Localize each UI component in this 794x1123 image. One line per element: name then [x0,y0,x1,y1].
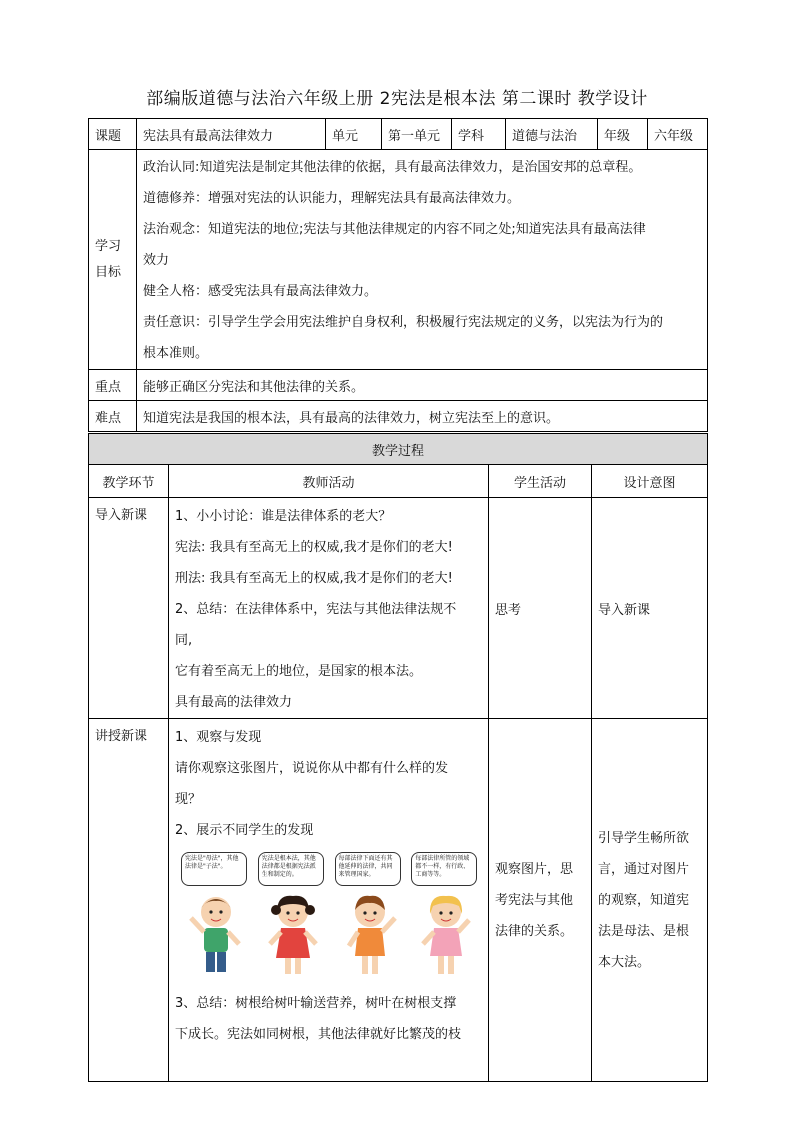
kid-1 [179,852,252,980]
col-teacher: 教师活动 [169,465,489,498]
col-stage: 教学环节 [89,465,169,498]
kid-4 [409,852,482,980]
objectives-content [137,150,708,370]
objective-responsibility: 责任意识：引导学生学会用宪法维护自身权利，积极履行宪法规定的义务，以宪法为行为的 [143,315,664,330]
kid-3 [333,852,406,980]
grade-label: 年级 [598,119,648,150]
intent-teach: 引导学生畅所欲 言，通过对图片 的观察，知道宪 法是母法、是根 本大法。 [592,719,708,1082]
course-label: 学科 [452,119,506,150]
objectives-label: 学习 目标 [89,150,137,370]
kid-2 [256,852,329,980]
col-student: 学生活动 [489,465,592,498]
teaching-process-table [88,433,708,1082]
subject-value: 宪法具有最高法律效力 [137,119,326,150]
speech-bubble-2: 宪法是根本法，其他法律都是根据宪法派生和制定的。 [258,852,324,886]
objective-law: 法治观念：知道宪法的地位;宪法与其他法律规定的内容不同之处;知道宪法具有最高法律 [143,222,646,237]
kid-girl-pink-icon [417,892,475,980]
unit-value: 第一单元 [382,119,452,150]
objective-personality: 健全人格：感受宪法具有最高法律效力。 [143,284,378,299]
stage-intro: 导入新课 [89,498,169,719]
intent-intro: 导入新课 [592,498,708,719]
grade-value: 六年级 [648,119,708,150]
objective-responsibility-cont: 根本准则。 [143,346,209,361]
course-value: 道德与法治 [506,119,598,150]
subject-label: 课题 [89,119,137,150]
objective-law-cont: 效力 [143,253,170,268]
student-intro: 思考 [489,498,592,719]
col-intent: 设计意图 [592,465,708,498]
process-header: 教学过程 [89,434,708,465]
stage-teach: 讲授新课 [89,719,169,1082]
speech-bubble-1: 宪法是"母法"，其他法律是"子法"。 [181,852,247,886]
speech-bubble-3: 每部法律下面还有其他延伸的法律，共同来管理国家。 [335,852,401,886]
kid-girl-red-icon [264,892,322,980]
difficult-text: 知道宪法是我国的根本法，具有最高的法律效力，树立宪法至上的意识。 [137,401,708,432]
key-text: 能够正确区分宪法和其他法律的关系。 [137,370,708,401]
objective-political: 政治认同:知道宪法是制定其他法律的依据，具有最高法律效力，是治国安邦的总章程。 [143,160,642,175]
kid-girl-orange-icon [341,892,399,980]
objective-moral: 道德修养：增强对宪法的认识能力，理解宪法具有最高法律效力。 [143,191,521,206]
lesson-info-table [88,118,708,432]
page-title: 部编版道德与法治六年级上册 2宪法是根本法 第二课时 教学设计 [146,89,648,109]
teacher-teach: 1、观察与发现 请你观察这张图片，说说你从中都有什么样的发 现？ 2、展示不同学生的发现 宪法是"母法"，其他法律是"子法"。 宪法是根本法，其他法律都是根据宪法派生和制定的。 每部法律下面还有其他延伸的法律，共同来管理国家。 每部法律所管的领域都不一样，有行政、工商等等。 3、总结：树根给树叶输送营养，树叶在树根支撑 下成长。宪法如同树根，其他法律就好比繁茂的枝 [169,719,489,1082]
unit-label: 单元 [326,119,382,150]
student-teach: 观察图片，思 考宪法与其他 法律的关系。 [489,719,592,1082]
speech-bubble-4: 每部法律所管的领域都不一样，有行政、工商等等。 [411,852,477,886]
key-label: 重点 [89,370,137,401]
kid-boy-green-icon [187,892,245,980]
kids-illustration [179,852,482,980]
teacher-intro: 1、小小讨论：谁是法律体系的老大？ 宪法: 我具有至高无上的权威,我才是你们的老大! 刑法: 我具有至高无上的权威,我才是你们的老大! 2、总结：在法律体系中，宪法与其他法律法规不 同, 它有着至高无上的地位，是国家的根本法。 具有最高的法律效力 [169,498,489,719]
difficult-label: 难点 [89,401,137,432]
